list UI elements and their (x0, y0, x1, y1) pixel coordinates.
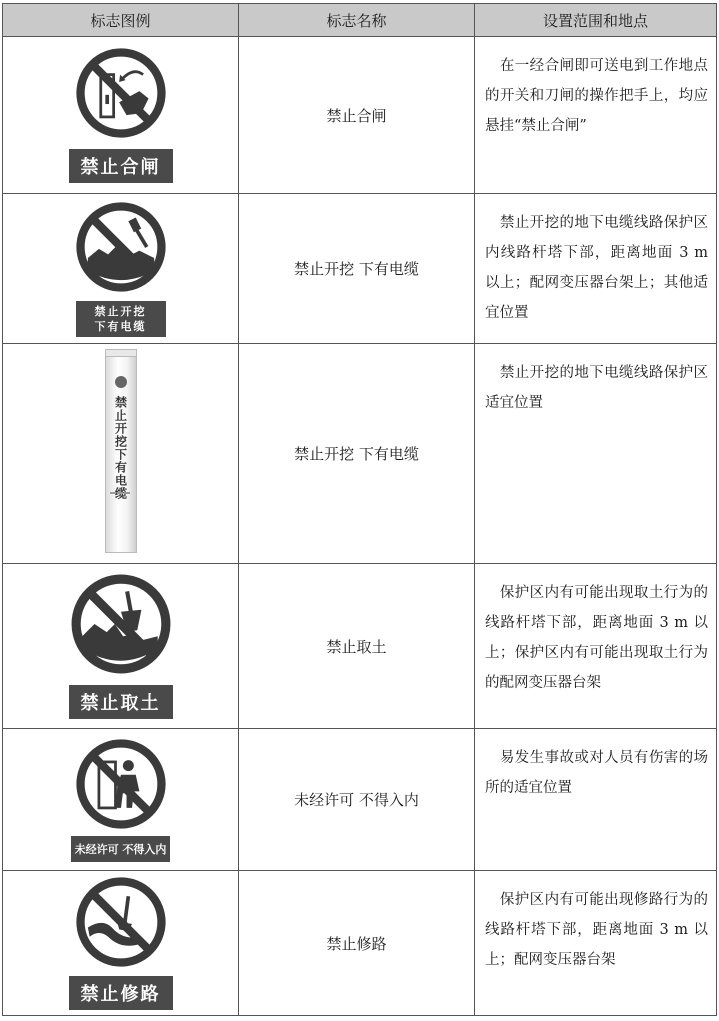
table-row (3, 37, 717, 194)
sign-location: 保护区内有可能出现取土行为的线路杆塔下部，距离地面 3 m 以上；保护区内有可能出现取土行为的配网变压器台架 (475, 564, 717, 729)
sign-no-road-repair (69, 876, 173, 1010)
post-stripe (110, 492, 130, 500)
sign-name: 禁止取土 (239, 564, 475, 729)
table-row (3, 344, 717, 564)
sign-label (76, 301, 166, 337)
sign-location: 易发生事故或对人员有伤害的场所的适宜位置 (475, 729, 717, 871)
sign-location: 禁止开挖的地下电缆线路保护区内线路杆塔下部，距离地面 3 m 以上；配网变压器台架上；其他适宜位置 (475, 194, 717, 344)
sign-label: 禁止修路 (69, 976, 173, 1010)
table-row (3, 871, 717, 1016)
no-soil-taking-icon (70, 573, 172, 675)
sign-no-digging-cable (75, 201, 167, 337)
sign-location: 禁止开挖的地下电缆线路保护区适宜位置 (475, 344, 717, 564)
cable-marker-post-icon (105, 351, 137, 553)
no-road-repair-icon (75, 876, 167, 968)
sign-no-closing-switch (69, 47, 173, 183)
sign-name: 禁止合闸 (239, 37, 475, 194)
sign-label: 禁止合闸 (69, 149, 173, 183)
sign-name: 未经许可 不得入内 (239, 729, 475, 871)
table-row (3, 194, 717, 344)
sign-label: 未经许可 不得入内 (71, 836, 171, 862)
no-closing-switch-icon (75, 47, 167, 139)
no-digging-cable-icon (75, 201, 167, 293)
post-text: 下有电缆 (113, 447, 128, 500)
post-cap (105, 349, 137, 357)
no-entry-without-permission-icon (75, 738, 167, 830)
table-header-row (3, 4, 717, 37)
sign-label-line: 禁止开挖 (94, 304, 147, 318)
sign-no-soil-taking (69, 573, 173, 719)
post-text: 禁止开挖 (113, 395, 128, 448)
header-location: 设置范围和地点 (475, 4, 717, 37)
sign-name: 禁止开挖 下有电缆 (239, 344, 475, 564)
sign-location: 在一经合闸即可送电到工作地点的开关和刀闸的操作把手上，均应悬挂“禁止合闸” (475, 37, 717, 194)
sign-location: 保护区内有可能出现修路行为的线路杆塔下部，距离地面 3 m 以上；配网变压器台架 (475, 871, 717, 1016)
signs-table (2, 3, 717, 1016)
post-logo (115, 376, 127, 388)
sign-label-line: 下有电缆 (94, 319, 147, 333)
sign-no-entry (71, 738, 171, 862)
header-name: 标志名称 (239, 4, 475, 37)
table-row (3, 564, 717, 729)
sign-name: 禁止修路 (239, 871, 475, 1016)
table-row (3, 729, 717, 871)
header-legend: 标志图例 (3, 4, 239, 37)
sign-label: 禁止取土 (69, 685, 173, 719)
sign-name: 禁止开挖 下有电缆 (239, 194, 475, 344)
